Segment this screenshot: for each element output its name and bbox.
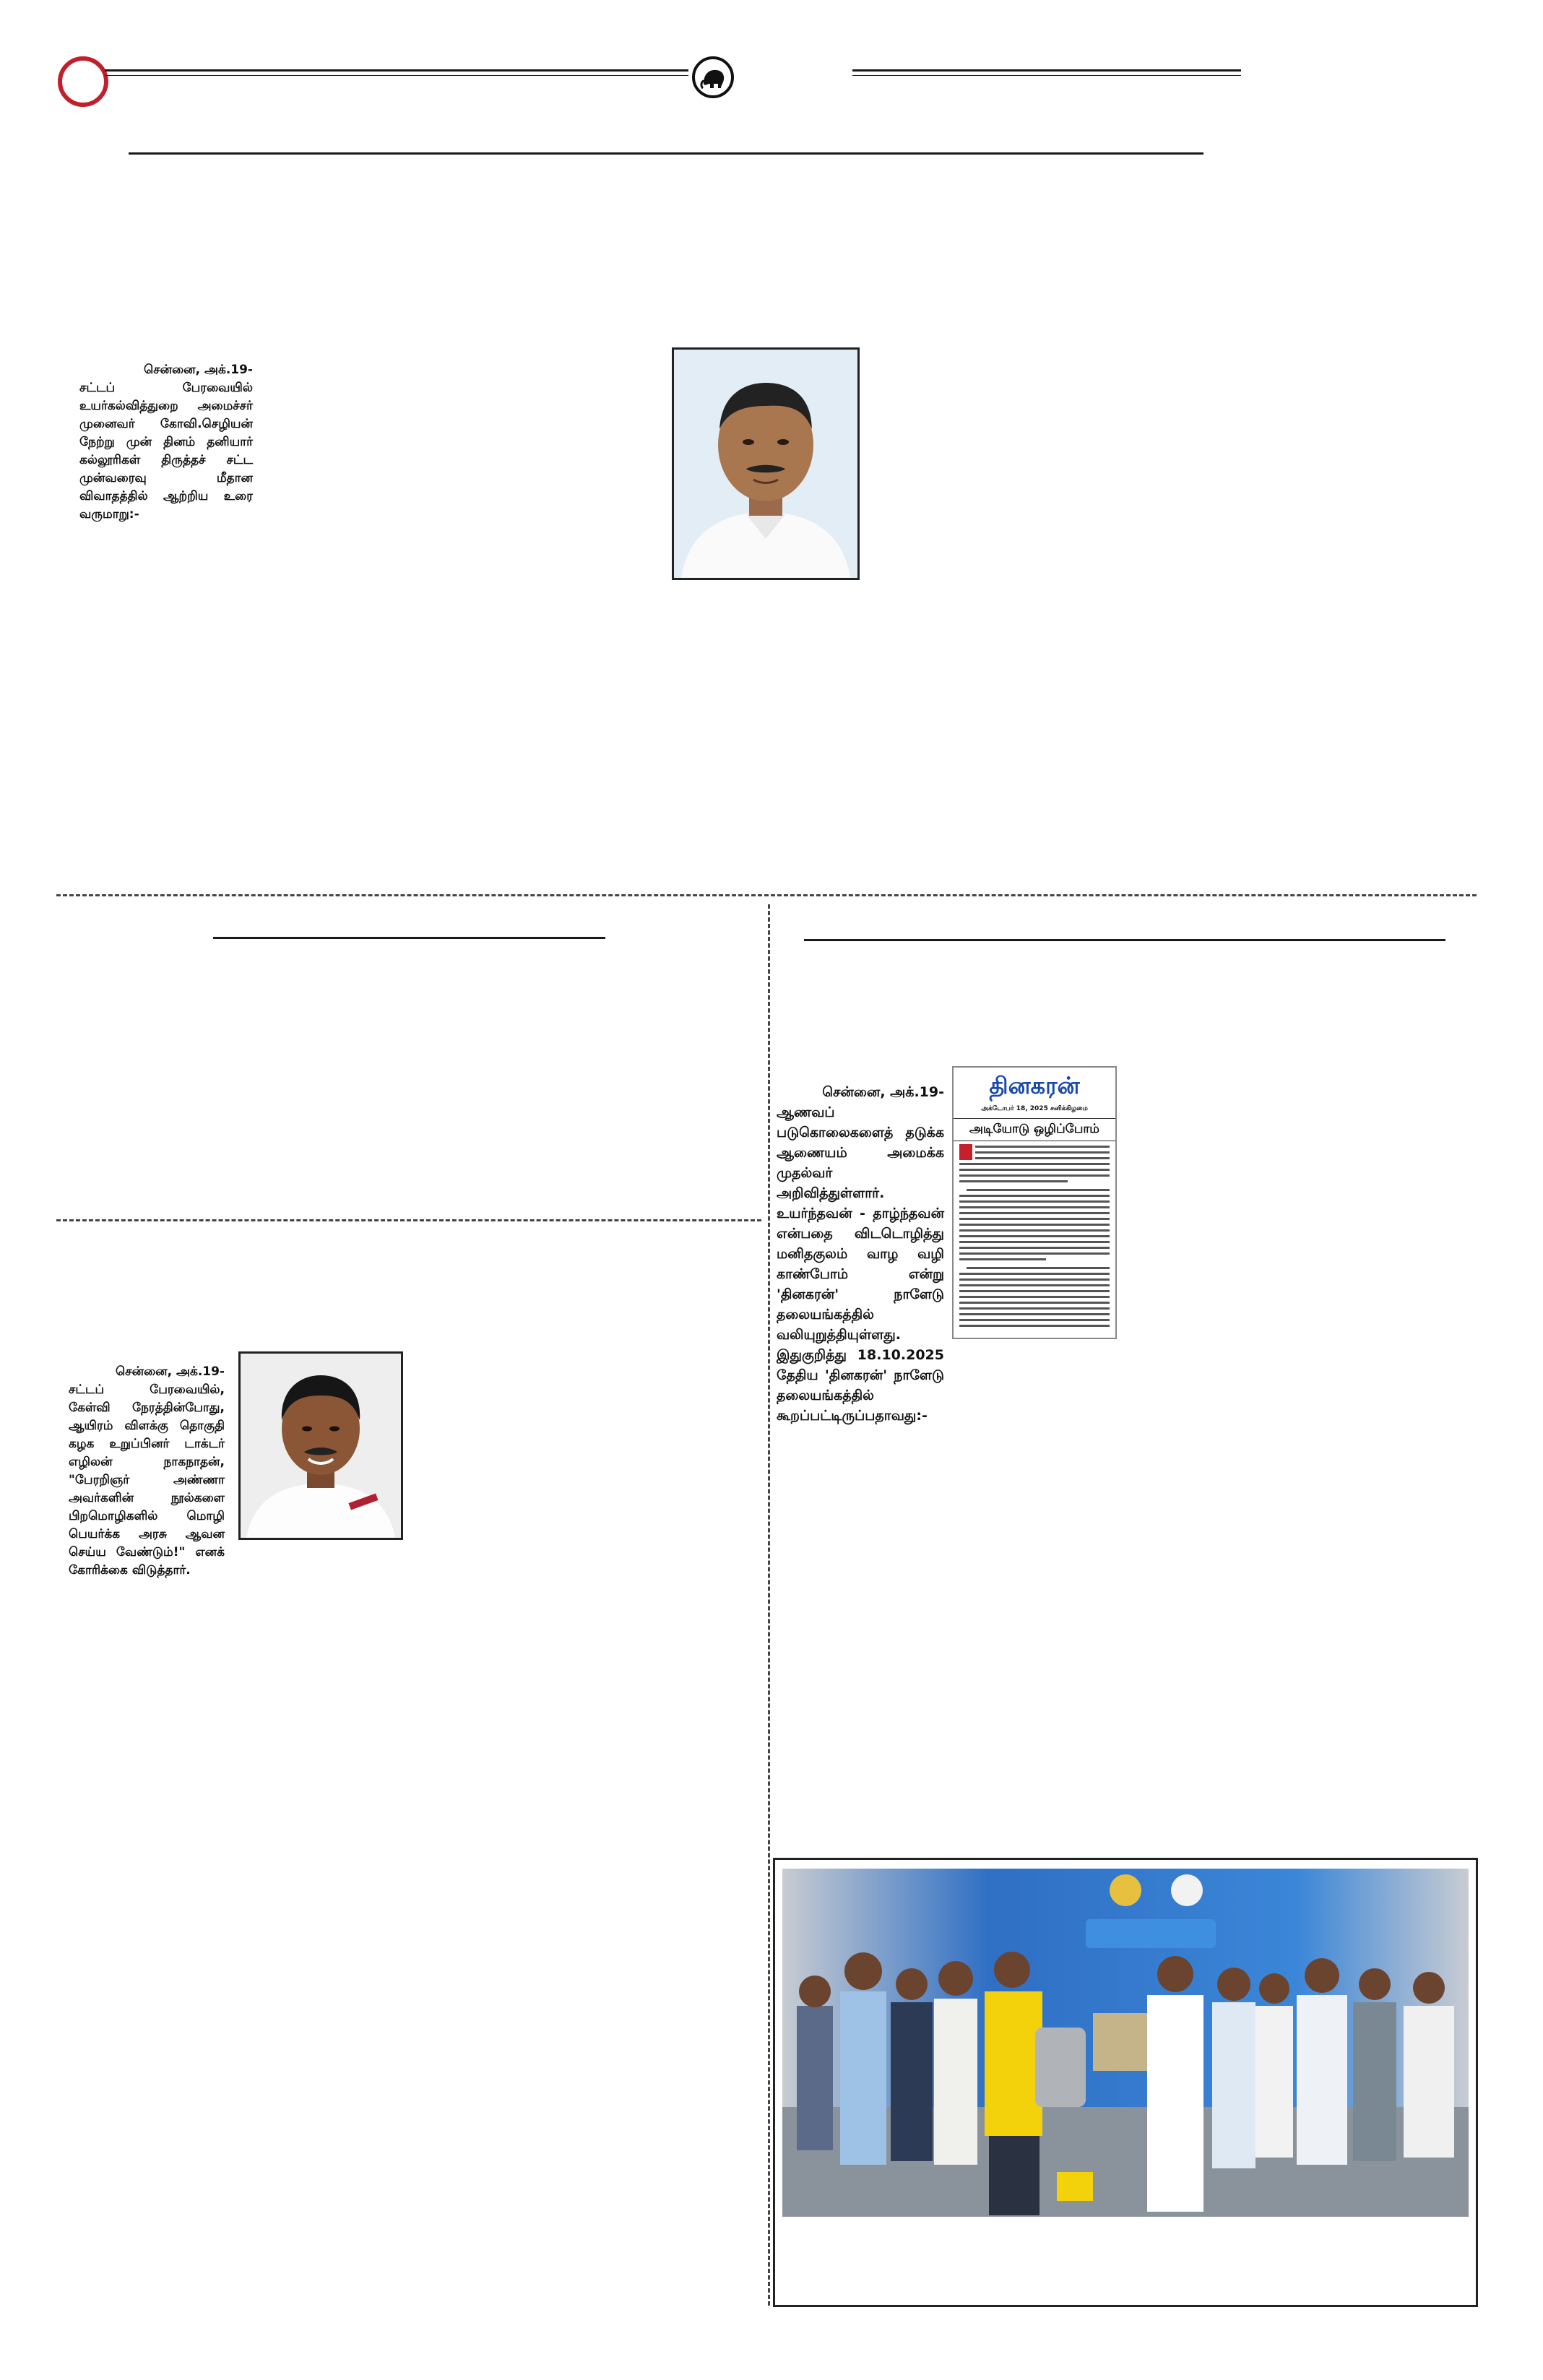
header-rule-left bbox=[105, 69, 688, 72]
minister-portrait-photo bbox=[672, 347, 860, 580]
article2-text: சட்டப் பேரவையில், கேள்வி நேரத்தின்போது, ஆயிரம் விளக்கு தொகுதி கழக உறுப்பினர் டாக்டர் எழிலன் நாகநாதன், "பேரறிஞர் அண்ணா அவர்களின் நூல்களை பிறமொழிகளில் மொழி பெயர்க்க அரசு ஆவன செய்ய வேண்டும்!" எனக் கோரிக்கை விடுத்தார். bbox=[69, 1382, 225, 1578]
article1-headline-rule bbox=[129, 152, 1203, 155]
clipping-masthead: தினகரன் bbox=[989, 1072, 1080, 1099]
elephant-emblem-icon bbox=[692, 56, 734, 98]
article1-body bbox=[79, 343, 253, 524]
article3-text: ஆணவப் படுகொலைகளைத் தடுக்க ஆணையம் அமைக்க முதல்வர் அறிவித்துள்ளார். உயர்ந்தவன் - தாழ்ந்தவன் என்பதை விடடொழித்து மனிதகுலம் வாழ வழி காண்போம் என்று 'தினகரன்' நாளேடு தலையங்கத்தில் வலியுறுத்தியுள்ளது. இதுகுறித்து 18.10.2025 தேதிய 'தினகரன்' நாளேடு தலையங்கத்தில் கூறப்பட்டிருப்பதாவது:- bbox=[777, 1104, 944, 1424]
article3-body bbox=[777, 1062, 944, 1426]
header-rule-left-thin bbox=[105, 75, 688, 76]
article2-body bbox=[69, 1345, 225, 1580]
clipping-body-lines bbox=[954, 1144, 1115, 1332]
article3-headline-rule bbox=[804, 939, 1445, 941]
article2-divider bbox=[56, 1219, 761, 1221]
article2-headline-rule bbox=[213, 937, 605, 939]
clipping-headline: அடியோடு ஒழிப்போம் bbox=[954, 1118, 1115, 1141]
section-divider-horizontal bbox=[56, 894, 1477, 896]
page-number bbox=[58, 56, 108, 107]
event-photo bbox=[782, 1869, 1469, 2217]
event-photo-frame bbox=[773, 1858, 1478, 2307]
article1-text: சட்டப் பேரவையில் உயர்கல்வித்துறை அமைச்சர் முனைவர் கோவி.செழியன் நேற்று முன் தினம் தனியார் கல்லூரிகள் திருத்தச் சட்ட முன்வரைவு மீதான விவாதத்தில் ஆற்றிய உரை வருமாறு:- bbox=[79, 381, 253, 522]
mla-portrait-photo bbox=[238, 1351, 403, 1540]
article2-dateline: சென்னை, அக்.19- bbox=[115, 1364, 225, 1379]
header-rule-right bbox=[852, 69, 1241, 72]
header-rule-right-thin bbox=[852, 75, 1241, 76]
clipping-dateline: அக்டோபர் 18, 2025 சனிக்கிழமை bbox=[981, 1105, 1088, 1112]
article3-dateline: சென்னை, அக்.19- bbox=[822, 1084, 944, 1100]
column-divider-vertical bbox=[768, 904, 770, 2306]
article1-dateline: சென்னை, அக்.19- bbox=[143, 363, 253, 377]
dinakaran-clipping bbox=[952, 1066, 1117, 1339]
